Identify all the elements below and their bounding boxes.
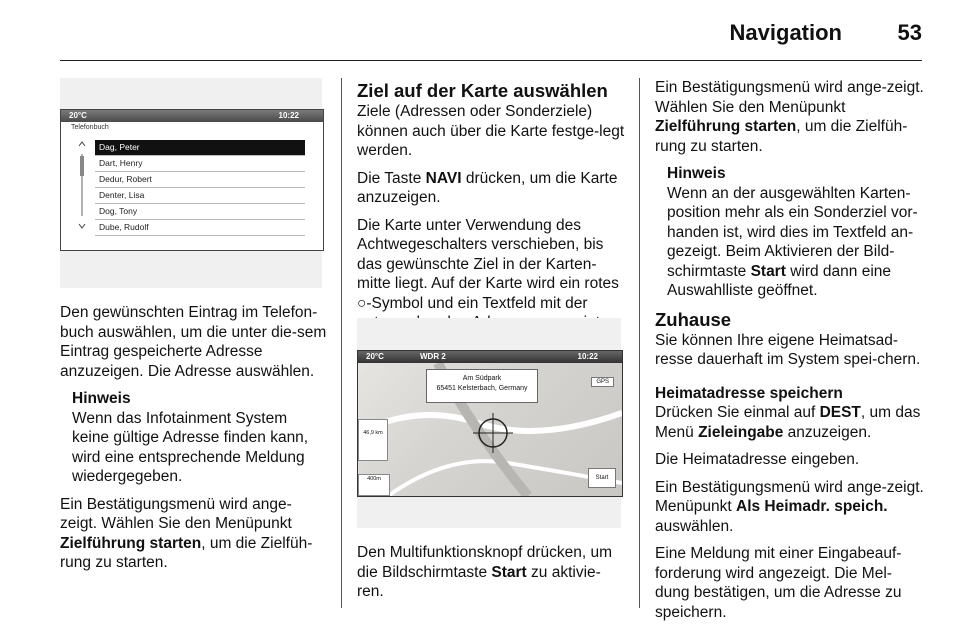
clock: 10:22 — [278, 111, 299, 120]
paragraph: Den gewünschten Eintrag im Telefon-buch auswählen, um die unter die-sem Eintrag gespeicherte Adresse anzuzeigen. Die Adresse auswählen. — [60, 304, 327, 380]
map-screenshot — [357, 350, 623, 497]
subsection-heading: Heimatadresse speichern — [655, 384, 843, 402]
list-item[interactable]: Denter, Lisa — [95, 188, 305, 204]
paragraph — [357, 543, 625, 602]
note-title: Hinweis — [667, 165, 726, 182]
temperature: 20°C — [366, 352, 384, 361]
column-2-bottom — [357, 543, 625, 610]
page-header — [0, 0, 960, 62]
menu-item-ref: Zielführung starten — [60, 534, 202, 552]
paragraph — [357, 169, 625, 208]
list-item[interactable]: Dog, Tony — [95, 204, 305, 220]
text: Drücken Sie einmal auf — [655, 404, 820, 421]
text: Ein Bestätigungsmenü wird ange-zeigt. Menüpunkt — [655, 478, 924, 515]
column-3 — [655, 78, 925, 630]
text: auswählen. — [655, 517, 734, 535]
text: Ein Bestätigungsmenü wird ange-zeigt. Wählen Sie den Menüpunkt — [60, 495, 292, 532]
page-number: 53 — [897, 20, 922, 45]
note-text: Wenn das Infotainment System keine gültige Adresse finden kann, wird eine entsprechende Meldung wiedergegeben. — [72, 409, 309, 485]
phonebook-title: Telefonbuch — [71, 124, 109, 131]
text: Ein Bestätigungsmenü wird ange-zeigt. Wählen Sie den Menüpunkt — [655, 79, 924, 116]
phonebook-screenshot — [60, 109, 324, 251]
note-box — [667, 164, 925, 301]
scale-readout: 400m — [358, 474, 390, 496]
header-rule — [60, 60, 922, 61]
list-item[interactable]: Dag, Peter — [95, 140, 305, 156]
radio-station: WDR 2 — [420, 352, 446, 361]
note-title: Hinweis — [72, 390, 131, 407]
list-item[interactable]: Dedur, Robert — [95, 172, 305, 188]
text: Die Taste — [357, 169, 426, 187]
page-title: Navigation — [729, 20, 842, 45]
section-heading: Ziel auf der Karte auswählen — [357, 80, 608, 101]
text: drücken, um die Karte anzuzeigen. — [357, 169, 618, 206]
text: , um die Zielfüh-rung zu starten. — [655, 118, 908, 155]
start-button[interactable]: Start — [588, 468, 616, 488]
section-heading: Zuhause — [655, 308, 732, 330]
paragraph: Ziele (Adressen oder Sonderziele) können auch über die Karte festge-legt werden. — [357, 103, 625, 159]
phonebook-list — [95, 140, 305, 236]
paragraph — [655, 403, 925, 442]
paragraph: Eine Meldung mit einer Eingabeauf-forderung wird angezeigt. Die Mel-dung bestätigen, um die Adresse zu speichern. — [655, 545, 902, 621]
address-popup — [426, 369, 538, 403]
column-divider — [639, 78, 640, 608]
text: zu aktivie-ren. — [357, 563, 601, 600]
key-ref: NAVI — [425, 169, 462, 187]
clock: 10:22 — [577, 352, 598, 361]
column-2 — [357, 78, 625, 341]
paragraph: Sie können Ihre eigene Heimatsad-resse dauerhaft im System spei-chern. — [655, 331, 921, 368]
text: , um die Zielfüh-rung zu starten. — [60, 534, 313, 571]
distance-readout: 46,9 km — [358, 419, 388, 461]
paragraph — [655, 78, 925, 156]
address-line: 65451 Kelsterbach, Germany — [436, 385, 528, 392]
paragraph — [655, 478, 925, 537]
status-bar — [358, 351, 622, 363]
button-ref: Start — [491, 563, 527, 581]
list-item[interactable]: Dube, Rudolf — [95, 220, 305, 236]
paragraph — [60, 495, 328, 573]
text: wird dann eine Auswahlliste geöffnet. — [667, 262, 892, 299]
gps-indicator: GPS — [591, 377, 614, 387]
scrollbar — [77, 140, 87, 230]
column-divider — [341, 78, 342, 608]
text: , um das Menü — [655, 404, 921, 441]
status-bar — [61, 110, 323, 122]
paragraph: Die Karte unter Verwendung des Achtwegeschalters verschieben, bis das gewünschte Ziel in der Karten-mitte liegt. Auf der Karte wird ein rotes ○-Symbol und ein Textfeld mit der — [357, 216, 619, 312]
menu-item-ref: Zielführung starten — [655, 118, 797, 135]
address-line: Am Südpark — [462, 375, 502, 382]
menu-ref: Zieleingabe — [698, 423, 784, 441]
temperature: 20°C — [69, 111, 87, 120]
text: anzuzeigen. — [783, 423, 872, 441]
button-ref: Start — [750, 262, 786, 280]
paragraph: Die Heimatadresse eingeben. — [655, 451, 860, 468]
note-box — [72, 389, 328, 487]
text: Wenn an der ausgewählten Karten-position mehr als ein Sonderziel vor-handen ist, wird dies im Textfeld an-gezeigt. Beim Aktivieren der Bild-schirmtaste — [667, 184, 918, 280]
menu-item-ref: Als Heimadr. speich. — [736, 498, 888, 515]
column-1 — [60, 303, 328, 581]
text: Den Multifunktionsknopf drücken, um die Bildschirmtaste — [357, 544, 613, 581]
list-item[interactable]: Dart, Henry — [95, 156, 305, 172]
key-ref: DEST — [819, 404, 861, 421]
